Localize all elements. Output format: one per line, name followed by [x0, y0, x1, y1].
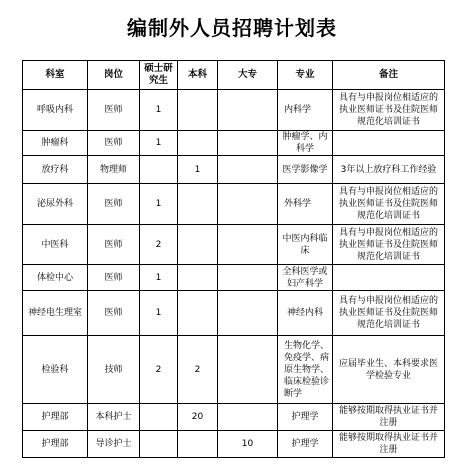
cell-college [218, 156, 278, 184]
cell-bachelor: 1 [178, 156, 218, 184]
cell-bachelor [178, 225, 218, 265]
table-header-row [23, 61, 445, 90]
cell-remark: 能够按期取得执业证书并注册 [333, 404, 445, 431]
table-row [23, 336, 445, 404]
table-row [23, 90, 445, 131]
cell-bachelor [178, 291, 218, 336]
cell-remark [333, 131, 445, 156]
cell-remark: 3年以上放疗科工作经验 [333, 156, 445, 184]
cell-master: 1 [140, 184, 178, 225]
cell-dept: 体检中心 [23, 265, 88, 291]
cell-major: 医学影像学 [278, 156, 333, 184]
cell-post: 本科护士 [88, 404, 140, 431]
header-bachelor: 本科 [178, 61, 218, 90]
cell-post: 医师 [88, 265, 140, 291]
cell-post: 医师 [88, 131, 140, 156]
header-dept: 科室 [23, 61, 88, 90]
header-college: 大专 [218, 61, 278, 90]
cell-college [218, 265, 278, 291]
cell-college [218, 90, 278, 131]
cell-college [218, 336, 278, 404]
cell-college: 10 [218, 431, 278, 458]
cell-post: 医师 [88, 90, 140, 131]
cell-dept: 泌尿外科 [23, 184, 88, 225]
table-row [23, 156, 445, 184]
header-master: 硕士研究生 [140, 61, 178, 90]
cell-dept: 检验科 [23, 336, 88, 404]
cell-college [218, 184, 278, 225]
cell-post: 医师 [88, 225, 140, 265]
cell-major: 生物化学、免疫学、病原生物学、临床检验诊断学 [278, 336, 333, 404]
cell-bachelor: 2 [178, 336, 218, 404]
cell-post: 物理师 [88, 156, 140, 184]
cell-master: 2 [140, 225, 178, 265]
table-row [23, 265, 445, 291]
cell-dept: 肿瘤科 [23, 131, 88, 156]
page-title: 编制外人员招聘计划表 [127, 16, 337, 40]
cell-master [140, 431, 178, 458]
cell-major: 肿瘤学、内科学 [278, 131, 333, 156]
cell-remark: 具有与申报岗位相适应的执业医师证书及住院医师规范化培训证书 [333, 291, 445, 336]
cell-remark: 能够按期取得执业证书并注册 [333, 431, 445, 458]
cell-remark: 具有与申报岗位相适应的执业医师证书及住院医师规范化培训证书 [333, 184, 445, 225]
cell-major: 中医内科临床 [278, 225, 333, 265]
cell-remark: 应届毕业生、本科要求医学检验专业 [333, 336, 445, 404]
cell-major: 护理学 [278, 404, 333, 431]
cell-major: 神经内科 [278, 291, 333, 336]
cell-major: 全科医学或妇产科学 [278, 265, 333, 291]
cell-post: 医师 [88, 184, 140, 225]
cell-major: 内科学 [278, 90, 333, 131]
cell-dept: 中医科 [23, 225, 88, 265]
cell-bachelor [178, 265, 218, 291]
cell-dept: 护理部 [23, 431, 88, 458]
cell-dept: 呼吸内科 [23, 90, 88, 131]
cell-college [218, 225, 278, 265]
header-remark: 备注 [333, 61, 445, 90]
cell-remark [333, 265, 445, 291]
cell-college [218, 131, 278, 156]
cell-bachelor [178, 184, 218, 225]
cell-master: 1 [140, 90, 178, 131]
table-row [23, 291, 445, 336]
table-row [23, 184, 445, 225]
cell-master: 1 [140, 265, 178, 291]
cell-post: 导诊护士 [88, 431, 140, 458]
cell-bachelor [178, 131, 218, 156]
cell-bachelor: 20 [178, 404, 218, 431]
cell-master: 1 [140, 291, 178, 336]
cell-dept: 护理部 [23, 404, 88, 431]
table-row [23, 404, 445, 431]
cell-remark: 具有与申报岗位相适应的执业医师证书及住院医师规范化培训证书 [333, 90, 445, 131]
table-row [23, 431, 445, 458]
header-post: 岗位 [88, 61, 140, 90]
cell-bachelor [178, 90, 218, 131]
cell-college [218, 291, 278, 336]
cell-master: 2 [140, 336, 178, 404]
cell-master: 1 [140, 131, 178, 156]
cell-post: 医师 [88, 291, 140, 336]
cell-post: 技师 [88, 336, 140, 404]
cell-dept: 放疗科 [23, 156, 88, 184]
recruitment-plan-table [22, 60, 445, 458]
cell-major: 护理学 [278, 431, 333, 458]
cell-college [218, 404, 278, 431]
table-row [23, 131, 445, 156]
header-major: 专业 [278, 61, 333, 90]
cell-remark: 具有与申报岗位相适应的执业医师证书及住院医师规范化培训证书 [333, 225, 445, 265]
cell-master [140, 404, 178, 431]
cell-master [140, 156, 178, 184]
cell-bachelor [178, 431, 218, 458]
cell-dept: 神经电生理室 [23, 291, 88, 336]
table-row [23, 225, 445, 265]
cell-major: 外科学 [278, 184, 333, 225]
